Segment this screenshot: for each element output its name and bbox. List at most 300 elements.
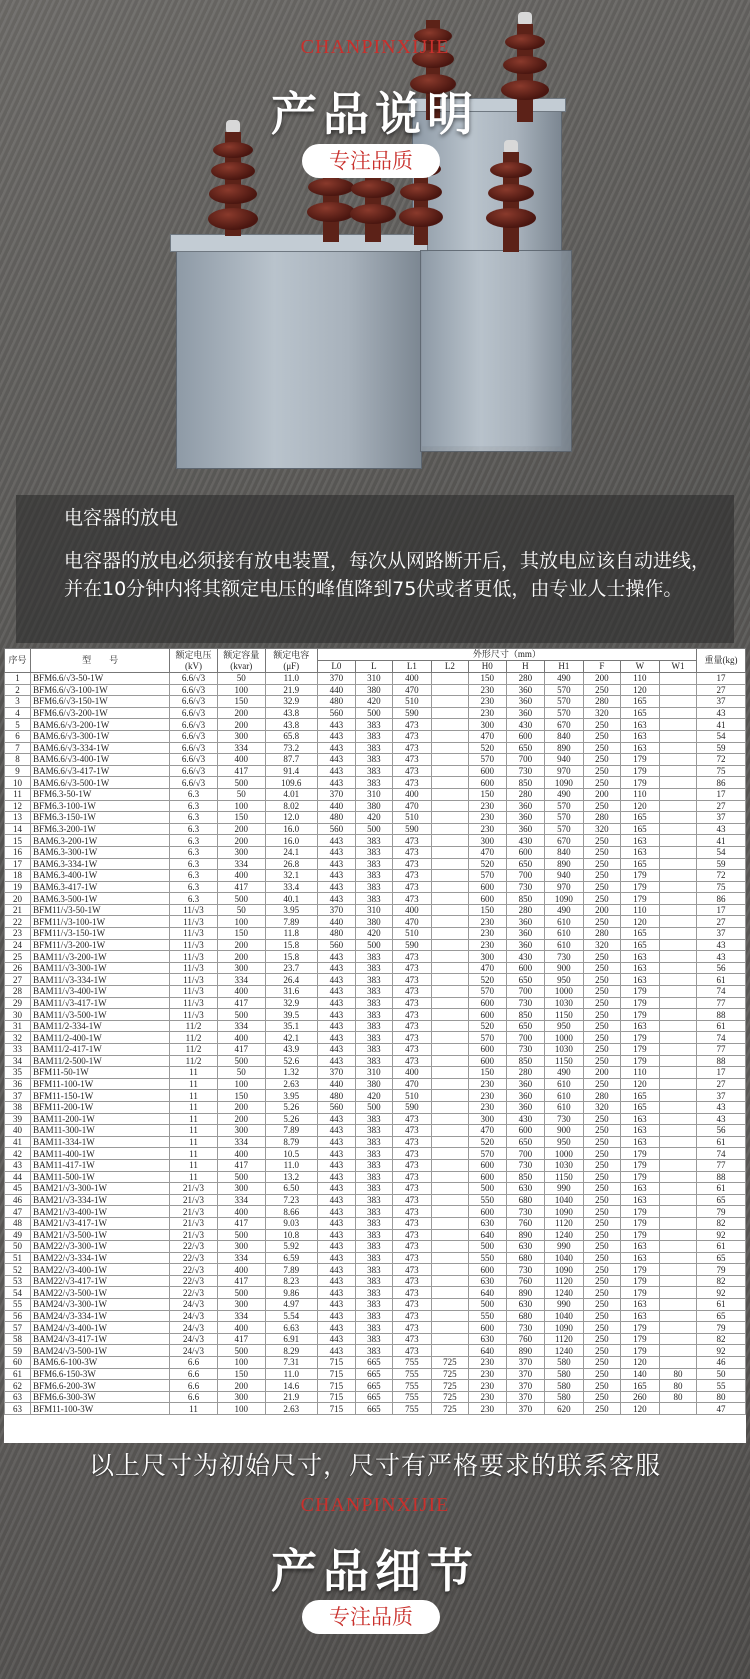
- model-cell: BAM6.3-500-1W: [31, 893, 170, 905]
- table-row: [5, 881, 746, 893]
- table-cell: 150: [217, 1090, 265, 1102]
- table-cell: 473: [392, 1136, 431, 1148]
- table-cell: 383: [355, 1333, 392, 1345]
- table-cell: 383: [355, 1217, 392, 1229]
- table-cell: 179: [620, 1159, 659, 1171]
- table-cell: 570: [468, 1148, 506, 1160]
- table-cell: 5.54: [265, 1310, 317, 1322]
- table-cell: 163: [620, 1183, 659, 1195]
- table-cell: 383: [355, 1310, 392, 1322]
- table-cell: 11: [170, 1101, 218, 1113]
- table-cell: 400: [217, 1264, 265, 1276]
- table-cell: 470: [468, 1125, 506, 1137]
- table-cell: 715: [317, 1357, 355, 1369]
- table-cell: 310: [355, 788, 392, 800]
- table-cell: 400: [217, 1148, 265, 1160]
- table-cell: 8.02: [265, 800, 317, 812]
- table-cell: 230: [468, 1078, 506, 1090]
- model-cell: BAM6.6/√3-417-1W: [31, 765, 170, 777]
- table-cell: [431, 1136, 468, 1148]
- table-cell: 500: [468, 1241, 506, 1253]
- table-cell: 990: [544, 1299, 583, 1311]
- table-cell: 1000: [544, 1032, 583, 1044]
- table-row: [5, 1101, 746, 1113]
- table-cell: 370: [317, 1067, 355, 1079]
- table-row: [5, 916, 746, 928]
- table-cell: 50: [217, 788, 265, 800]
- table-cell: 1090: [544, 1322, 583, 1334]
- table-cell: 570: [468, 1032, 506, 1044]
- table-cell: 443: [317, 1333, 355, 1345]
- table-cell: 18: [5, 870, 31, 882]
- table-cell: 250: [583, 1183, 620, 1195]
- table-cell: [431, 812, 468, 824]
- table-cell: 163: [620, 719, 659, 731]
- table-cell: 179: [620, 1345, 659, 1357]
- table-cell: 61: [696, 1020, 745, 1032]
- table-cell: 334: [217, 858, 265, 870]
- table-row: [5, 684, 746, 696]
- table-cell: [659, 1044, 696, 1056]
- table-cell: 250: [583, 1159, 620, 1171]
- table-cell: 443: [317, 881, 355, 893]
- table-cell: 179: [620, 893, 659, 905]
- table-cell: 230: [468, 1368, 506, 1380]
- table-cell: 11: [170, 1148, 218, 1160]
- table-cell: 970: [544, 765, 583, 777]
- table-cell: 230: [468, 916, 506, 928]
- table-cell: 5.26: [265, 1101, 317, 1113]
- table-cell: 383: [355, 962, 392, 974]
- table-cell: 520: [468, 1136, 506, 1148]
- table-cell: 51: [5, 1252, 31, 1264]
- model-cell: BFM11-100-1W: [31, 1078, 170, 1090]
- table-cell: 179: [620, 997, 659, 1009]
- table-row: [5, 974, 746, 986]
- table-row: [5, 951, 746, 963]
- table-cell: 58: [5, 1333, 31, 1345]
- table-cell: 72: [696, 870, 745, 882]
- table-row: [5, 1159, 746, 1171]
- model-cell: BAM11/2-417-1W: [31, 1044, 170, 1056]
- table-cell: 1120: [544, 1333, 583, 1345]
- table-cell: [659, 730, 696, 742]
- table-cell: 430: [506, 835, 544, 847]
- table-cell: 59: [5, 1345, 31, 1357]
- table-cell: 443: [317, 1287, 355, 1299]
- table-cell: 6.6/√3: [170, 684, 218, 696]
- table-cell: 590: [392, 1101, 431, 1113]
- table-cell: [659, 916, 696, 928]
- table-cell: 250: [583, 1032, 620, 1044]
- table-cell: 163: [620, 962, 659, 974]
- table-cell: 320: [583, 823, 620, 835]
- table-cell: [659, 974, 696, 986]
- table-cell: 9: [5, 765, 31, 777]
- table-cell: 725: [431, 1403, 468, 1415]
- table-row: [5, 800, 746, 812]
- table-cell: 43.8: [265, 719, 317, 731]
- table-cell: [659, 1403, 696, 1415]
- table-cell: 48: [5, 1217, 31, 1229]
- table-cell: 417: [217, 765, 265, 777]
- table-cell: 300: [217, 730, 265, 742]
- table-cell: 56: [5, 1310, 31, 1322]
- table-cell: 179: [620, 1148, 659, 1160]
- table-cell: 473: [392, 1183, 431, 1195]
- table-cell: 280: [583, 812, 620, 824]
- table-row: [5, 870, 746, 882]
- table-cell: 250: [583, 1264, 620, 1276]
- table-cell: 400: [217, 1032, 265, 1044]
- table-cell: 179: [620, 1333, 659, 1345]
- table-cell: 400: [392, 673, 431, 685]
- table-cell: 417: [217, 997, 265, 1009]
- table-cell: 25: [5, 951, 31, 963]
- table-cell: 12.0: [265, 812, 317, 824]
- table-row: [5, 858, 746, 870]
- table-cell: 200: [217, 1113, 265, 1125]
- table-cell: 760: [506, 1275, 544, 1287]
- table-cell: 600: [468, 997, 506, 1009]
- table-cell: 6.3: [170, 870, 218, 882]
- table-cell: 900: [544, 1125, 583, 1137]
- table-cell: 310: [355, 673, 392, 685]
- table-cell: 1030: [544, 1044, 583, 1056]
- table-cell: [659, 1357, 696, 1369]
- table-cell: 163: [620, 1020, 659, 1032]
- table-cell: 100: [217, 1357, 265, 1369]
- table-cell: 11/2: [170, 1055, 218, 1067]
- table-cell: 473: [392, 951, 431, 963]
- table-row: [5, 1264, 746, 1276]
- table-cell: 443: [317, 846, 355, 858]
- table-cell: 480: [317, 928, 355, 940]
- table-cell: 850: [506, 777, 544, 789]
- table-cell: 383: [355, 1345, 392, 1357]
- table-cell: 11/√3: [170, 974, 218, 986]
- table-cell: [659, 835, 696, 847]
- table-cell: 61: [696, 974, 745, 986]
- header-dim-l1: L1: [392, 661, 431, 673]
- table-row: [5, 812, 746, 824]
- table-cell: 1030: [544, 1159, 583, 1171]
- table-row: [5, 1171, 746, 1183]
- table-cell: [659, 1287, 696, 1299]
- table-cell: 443: [317, 1275, 355, 1287]
- table-cell: 11: [170, 1078, 218, 1090]
- table-cell: 730: [506, 997, 544, 1009]
- table-cell: [659, 1322, 696, 1334]
- table-cell: [659, 754, 696, 766]
- table-cell: 320: [583, 939, 620, 951]
- table-cell: 163: [620, 951, 659, 963]
- table-cell: 165: [620, 1380, 659, 1392]
- table-cell: [659, 951, 696, 963]
- table-cell: 200: [217, 719, 265, 731]
- table-cell: 443: [317, 1252, 355, 1264]
- table-cell: 360: [506, 939, 544, 951]
- table-cell: 443: [317, 1264, 355, 1276]
- table-cell: 250: [583, 1403, 620, 1415]
- table-cell: 250: [583, 1322, 620, 1334]
- table-cell: 200: [583, 788, 620, 800]
- table-cell: 6.6: [170, 1391, 218, 1403]
- table-cell: [431, 1078, 468, 1090]
- table-cell: 33.4: [265, 881, 317, 893]
- table-cell: 473: [392, 962, 431, 974]
- table-cell: 179: [620, 1275, 659, 1287]
- table-cell: 383: [355, 1032, 392, 1044]
- table-cell: 1.32: [265, 1067, 317, 1079]
- table-cell: [431, 1252, 468, 1264]
- table-row: [5, 1368, 746, 1380]
- header-dim-h1: H1: [544, 661, 583, 673]
- table-cell: 600: [506, 962, 544, 974]
- table-cell: 250: [583, 1345, 620, 1357]
- table-row: [5, 1345, 746, 1357]
- table-cell: 850: [506, 1055, 544, 1067]
- table-cell: [431, 1345, 468, 1357]
- table-cell: 49: [5, 1229, 31, 1241]
- table-cell: 500: [355, 823, 392, 835]
- table-cell: [659, 1345, 696, 1357]
- table-cell: 10.8: [265, 1229, 317, 1241]
- table-cell: 383: [355, 997, 392, 1009]
- header-index: 序号: [5, 649, 31, 673]
- table-cell: 88: [696, 1009, 745, 1021]
- table-cell: 500: [217, 893, 265, 905]
- model-cell: BAM11-417-1W: [31, 1159, 170, 1171]
- table-cell: 360: [506, 800, 544, 812]
- table-cell: [659, 1299, 696, 1311]
- table-cell: 890: [506, 1345, 544, 1357]
- table-cell: 50: [5, 1241, 31, 1253]
- table-cell: 11/√3: [170, 939, 218, 951]
- table-cell: 383: [355, 1020, 392, 1032]
- table-cell: 6.63: [265, 1322, 317, 1334]
- table-cell: 370: [506, 1403, 544, 1415]
- table-cell: 7.23: [265, 1194, 317, 1206]
- table-cell: [431, 846, 468, 858]
- table-cell: [659, 696, 696, 708]
- table-cell: 179: [620, 1171, 659, 1183]
- table-cell: [431, 1113, 468, 1125]
- table-cell: 890: [544, 858, 583, 870]
- table-cell: 32.9: [265, 696, 317, 708]
- table-cell: 300: [468, 1113, 506, 1125]
- table-cell: 6.6/√3: [170, 719, 218, 731]
- table-cell: 65: [696, 1252, 745, 1264]
- table-cell: 6.6/√3: [170, 673, 218, 685]
- table-cell: 360: [506, 696, 544, 708]
- table-cell: 6.6: [170, 1368, 218, 1380]
- table-cell: 500: [217, 777, 265, 789]
- table-cell: 560: [317, 823, 355, 835]
- model-cell: BAM11/2-400-1W: [31, 1032, 170, 1044]
- table-cell: 443: [317, 1299, 355, 1311]
- model-cell: BAM6.6/√3-334-1W: [31, 742, 170, 754]
- table-cell: 24: [5, 939, 31, 951]
- table-cell: 86: [696, 777, 745, 789]
- table-row: [5, 1078, 746, 1090]
- table-cell: 500: [217, 1345, 265, 1357]
- table-cell: [659, 846, 696, 858]
- table-cell: 510: [392, 696, 431, 708]
- table-cell: 417: [217, 1217, 265, 1229]
- table-cell: 1150: [544, 1009, 583, 1021]
- table-row: [5, 777, 746, 789]
- table-cell: 755: [392, 1368, 431, 1380]
- model-cell: BAM21/√3-334-1W: [31, 1194, 170, 1206]
- table-cell: 163: [620, 1113, 659, 1125]
- table-cell: 88: [696, 1171, 745, 1183]
- table-cell: 473: [392, 719, 431, 731]
- table-row: [5, 1090, 746, 1102]
- table-cell: 150: [217, 812, 265, 824]
- table-cell: 200: [217, 707, 265, 719]
- table-cell: 250: [583, 1252, 620, 1264]
- table-cell: 6.6/√3: [170, 730, 218, 742]
- table-cell: 665: [355, 1391, 392, 1403]
- table-cell: [431, 858, 468, 870]
- model-cell: BAM11/√3-417-1W: [31, 997, 170, 1009]
- table-cell: 383: [355, 986, 392, 998]
- model-cell: BAM11/2-500-1W: [31, 1055, 170, 1067]
- table-cell: 86: [696, 893, 745, 905]
- table-cell: 383: [355, 974, 392, 986]
- table-cell: 6.3: [170, 846, 218, 858]
- table-cell: 110: [620, 904, 659, 916]
- table-cell: 179: [620, 1044, 659, 1056]
- table-cell: 250: [583, 719, 620, 731]
- table-cell: 45: [5, 1183, 31, 1195]
- table-cell: 473: [392, 1194, 431, 1206]
- table-cell: 300: [217, 1391, 265, 1403]
- table-cell: 37: [696, 928, 745, 940]
- table-cell: 36: [5, 1078, 31, 1090]
- table-cell: [431, 1101, 468, 1113]
- table-cell: 443: [317, 951, 355, 963]
- table-cell: [659, 1194, 696, 1206]
- table-cell: 110: [620, 673, 659, 685]
- table-cell: 630: [506, 1183, 544, 1195]
- table-cell: 11/2: [170, 1032, 218, 1044]
- table-cell: 473: [392, 1252, 431, 1264]
- table-cell: 250: [583, 1229, 620, 1241]
- table-cell: 443: [317, 986, 355, 998]
- table-cell: 900: [544, 962, 583, 974]
- table-cell: [659, 1159, 696, 1171]
- table-cell: 520: [468, 974, 506, 986]
- table-cell: 383: [355, 1206, 392, 1218]
- table-cell: 8: [5, 754, 31, 766]
- table-cell: 715: [317, 1380, 355, 1392]
- table-cell: 230: [468, 1391, 506, 1403]
- table-cell: 890: [544, 742, 583, 754]
- table-cell: 443: [317, 777, 355, 789]
- table-cell: 120: [620, 1078, 659, 1090]
- table-cell: 120: [620, 916, 659, 928]
- table-cell: 14: [5, 823, 31, 835]
- table-cell: 550: [468, 1194, 506, 1206]
- capacitor-front-body: [176, 245, 422, 469]
- table-cell: 35.1: [265, 1020, 317, 1032]
- table-cell: 470: [468, 730, 506, 742]
- table-cell: 730: [506, 1159, 544, 1171]
- table-cell: 443: [317, 1229, 355, 1241]
- table-cell: 82: [696, 1217, 745, 1229]
- table-row: [5, 1357, 746, 1369]
- table-cell: 473: [392, 1159, 431, 1171]
- table-cell: [431, 1020, 468, 1032]
- table-cell: 730: [506, 1264, 544, 1276]
- table-row: [5, 730, 746, 742]
- table-cell: 840: [544, 846, 583, 858]
- table-cell: 755: [392, 1357, 431, 1369]
- table-cell: 334: [217, 1136, 265, 1148]
- table-row: [5, 1044, 746, 1056]
- table-cell: 360: [506, 1090, 544, 1102]
- table-cell: [431, 1125, 468, 1137]
- table-cell: 27: [696, 684, 745, 696]
- table-cell: 250: [583, 846, 620, 858]
- table-cell: 230: [468, 812, 506, 824]
- table-cell: [431, 719, 468, 731]
- table-cell: 383: [355, 1171, 392, 1183]
- table-cell: 250: [583, 1009, 620, 1021]
- table-cell: 580: [544, 1357, 583, 1369]
- table-cell: 11/√3: [170, 986, 218, 998]
- table-cell: 443: [317, 1113, 355, 1125]
- table-cell: 250: [583, 684, 620, 696]
- table-cell: 630: [506, 1241, 544, 1253]
- table-cell: 250: [583, 916, 620, 928]
- table-cell: [659, 893, 696, 905]
- header-dim-l: L: [355, 661, 392, 673]
- table-cell: 6.3: [170, 788, 218, 800]
- model-cell: BFM11-100-3W: [31, 1403, 170, 1415]
- table-cell: 250: [583, 1391, 620, 1403]
- table-cell: [431, 1217, 468, 1229]
- table-cell: 443: [317, 1055, 355, 1067]
- model-cell: BAM6.3-200-1W: [31, 835, 170, 847]
- table-cell: 360: [506, 823, 544, 835]
- table-cell: 600: [468, 1206, 506, 1218]
- table-cell: 27: [696, 916, 745, 928]
- table-cell: 383: [355, 1194, 392, 1206]
- table-cell: 13: [5, 812, 31, 824]
- table-row: [5, 673, 746, 685]
- table-cell: 250: [583, 1299, 620, 1311]
- table-cell: [659, 881, 696, 893]
- table-cell: 91.4: [265, 765, 317, 777]
- table-cell: 890: [506, 1287, 544, 1299]
- table-cell: 280: [583, 696, 620, 708]
- table-cell: [431, 1159, 468, 1171]
- table-cell: 420: [355, 812, 392, 824]
- table-cell: 250: [583, 870, 620, 882]
- table-cell: 400: [217, 870, 265, 882]
- table-cell: 11: [170, 1125, 218, 1137]
- table-cell: 39.5: [265, 1009, 317, 1021]
- table-cell: 334: [217, 1194, 265, 1206]
- table-cell: 179: [620, 1322, 659, 1334]
- table-row: [5, 904, 746, 916]
- table-cell: 730: [544, 1113, 583, 1125]
- model-cell: BFM6.3-200-1W: [31, 823, 170, 835]
- table-cell: 24.1: [265, 846, 317, 858]
